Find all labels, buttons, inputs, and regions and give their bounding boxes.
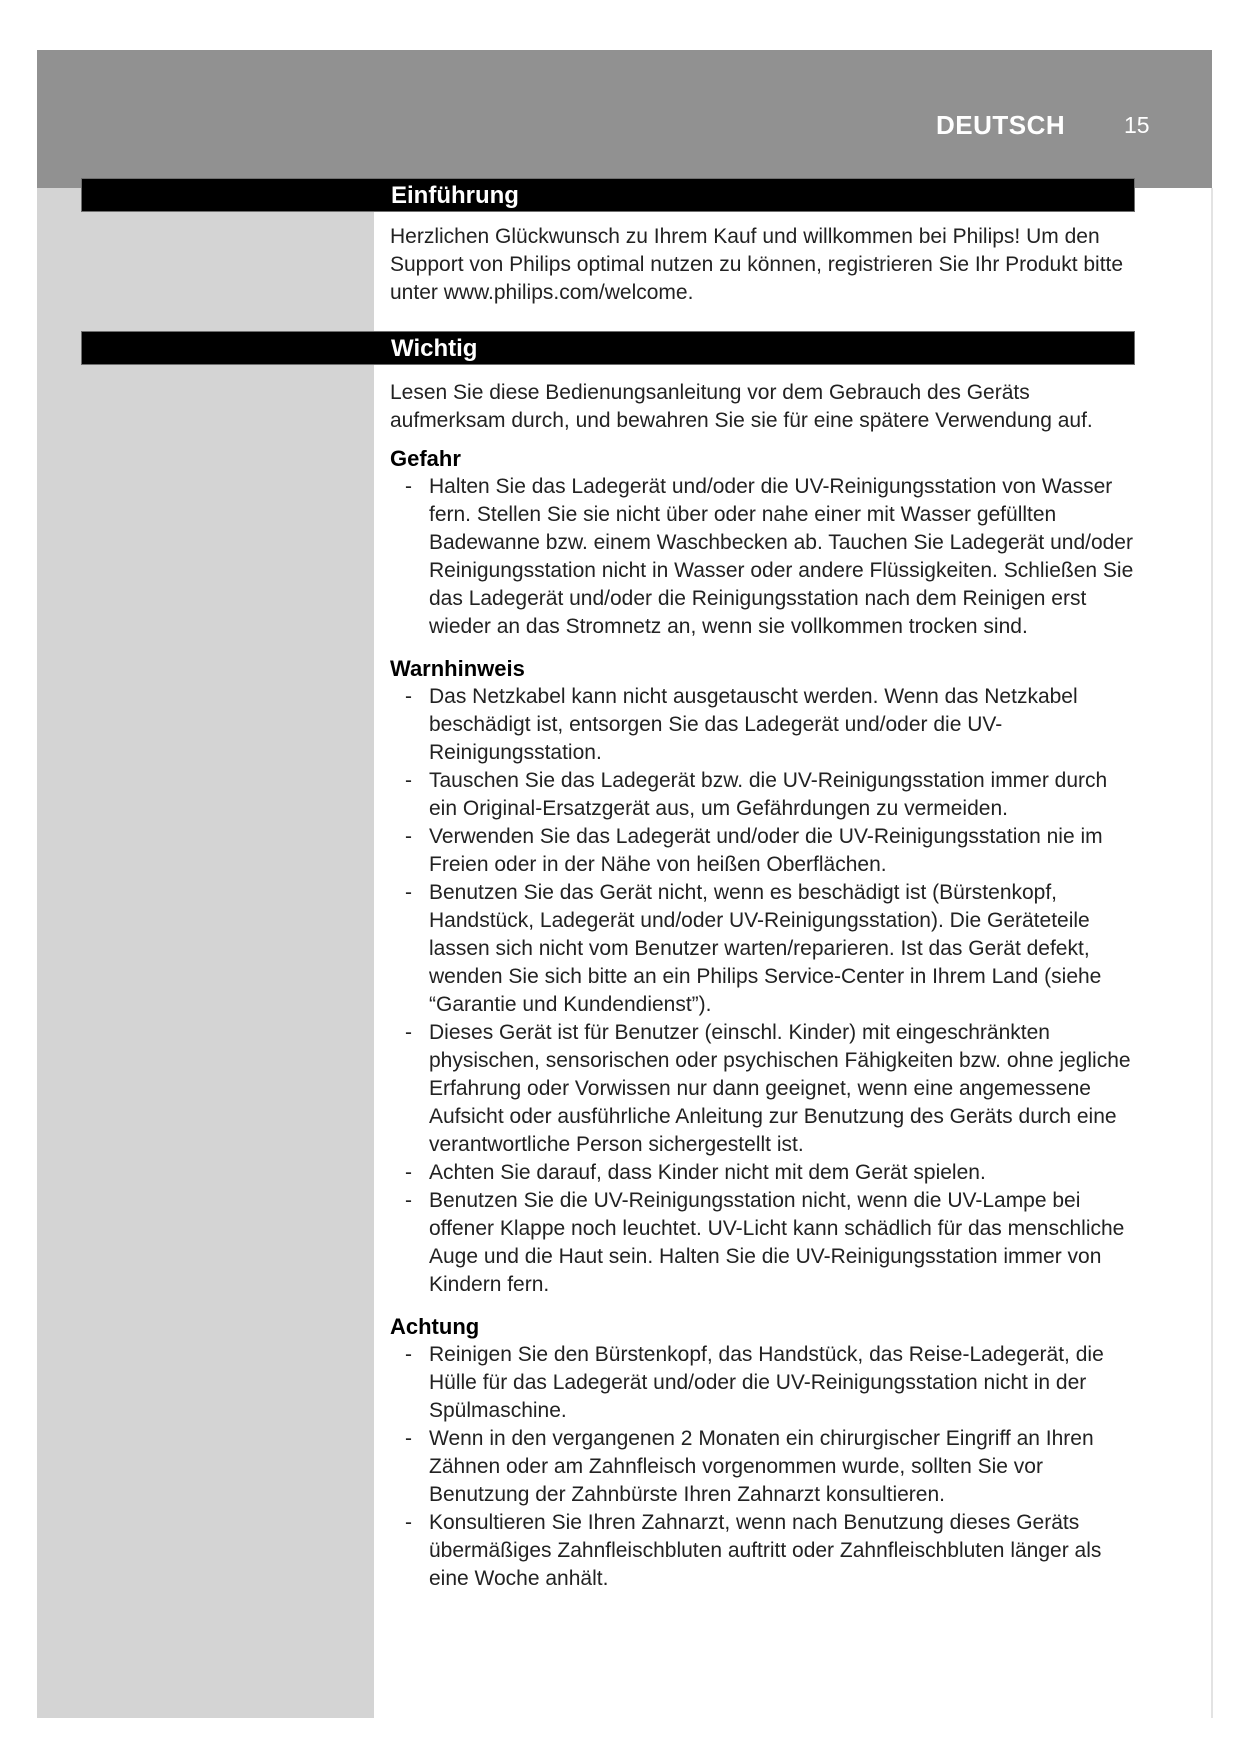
list-item: - Dieses Gerät ist für Benutzer (einschl. Kinder) mit eingeschränkten physischen, sensorischen oder psychischen Fähigkeiten bzw. ohne jegliche Erfahrung oder Vorwissen nur dann geeignet, wenn eine angemessene Aufsicht oder ausführliche Anleitung zur Benutzung des Geräts durch eine verantwortliche Person sichergestellt ist. — [405, 1021, 1131, 1156]
section-title: Wichtig — [391, 335, 478, 362]
wichtig-body — [390, 379, 1135, 1593]
section-bar-wichtig — [81, 331, 1135, 365]
left-margin-column — [37, 188, 374, 1718]
list-item: - Halten Sie das Ladegerät und/oder die UV-Reinigungsstation von Wasser fern. Stellen Sie sie nicht über oder nahe einer mit Wasser gefüllten Badewanne bzw. einem Waschbecken ab. Tauchen Sie Ladegerät und/oder Reinigungsstation nicht in Wasser oder andere Flüssigkeiten. Schließen Sie das Ladegerät und/oder die Reinigungsstation nach dem Reinigen erst wieder an das Stromnetz an, wenn sie vollkommen trocken sind. — [405, 475, 1134, 638]
list-item: - Achten Sie darauf, dass Kinder nicht mit dem Gerät spielen. — [390, 1159, 1135, 1187]
list-item: - Benutzen Sie die UV-Reinigungsstation nicht, wenn die UV-Lampe bei offener Klappe noch leuchtet. UV-Licht kann schädlich für das menschliche Auge und die Haut sein. Halten Sie die UV-Reinigungsstation immer von Kindern fern. — [405, 1189, 1125, 1296]
section-title: Einführung — [391, 182, 519, 209]
list-warnhinweis — [390, 683, 1135, 1299]
list-item: - Wenn in den vergangenen 2 Monaten ein chirurgischer Eingriff an Ihren Zähnen oder am Zahnfleisch vorgenommen wurde, sollten Sie vor Benutzung der Zahnbürste Ihren Zahnarzt konsultieren. — [405, 1427, 1094, 1506]
list-item: - Konsultieren Sie Ihren Zahnarzt, wenn nach Benutzung dieses Geräts übermäßiges Zahnfleischbluten auftritt oder Zahnfleischbluten länger als eine Woche anhält. — [405, 1511, 1102, 1590]
intro-paragraph: Herzlichen Glückwunsch zu Ihrem Kauf und willkommen bei Philips! Um den Support von Philips optimal nutzen zu können, registrieren Sie Ihr Produkt bitte unter www.philips.com/welcome. — [390, 225, 1124, 304]
bullet-marker: - — [405, 825, 412, 848]
right-edge-rule — [1211, 188, 1213, 1718]
list-item: - Verwenden Sie das Ladegerät und/oder die UV-Reinigungsstation nie im Freien oder in der Nähe von heißen Oberflächen. — [405, 825, 1103, 876]
list-item: - Das Netzkabel kann nicht ausgetauscht werden. Wenn das Netzkabel beschädigt ist, entsorgen Sie das Ladegerät und/oder die UV-Reinigungsstation. — [405, 685, 1078, 764]
list-gefahr — [390, 473, 1135, 641]
einfuehrung-body — [390, 223, 1135, 307]
bullet-marker: - — [405, 1161, 412, 1184]
bullet-marker: - — [405, 1427, 412, 1450]
bullet-marker: - — [405, 685, 412, 708]
bullet-marker: - — [405, 769, 412, 792]
list-item: - Reinigen Sie den Bürstenkopf, das Handstück, das Reise-Ladegerät, die Hülle für das Ladegerät und/oder die UV-Reinigungsstation nicht in der Spülmaschine. — [405, 1343, 1104, 1422]
bullet-marker: - — [405, 1189, 412, 1212]
list-item: - Benutzen Sie das Gerät nicht, wenn es beschädigt ist (Bürstenkopf, Handstück, Ladegerät und/oder UV-Reinigungsstation). Die Geräteteile lassen sich nicht vom Benutzer warten/reparieren. Ist das Gerät defekt, wenden Sie sich bitte an ein Philips Service-Center in Ihrem Land (siehe “Garantie und Kundendienst”). — [405, 881, 1102, 1016]
wichtig-paragraph: Lesen Sie diese Bedienungsanleitung vor dem Gebrauch des Geräts aufmerksam durch, und bewahren Sie sie für eine spätere Verwendung auf. — [390, 381, 1093, 432]
language-label: DEUTSCH — [936, 110, 1066, 140]
page-number: 15 — [1124, 112, 1150, 138]
bullet-marker: - — [405, 475, 412, 498]
bullet-marker: - — [405, 881, 412, 904]
subheading-warnhinweis: Warnhinweis — [390, 656, 525, 681]
bullet-marker: - — [405, 1343, 412, 1366]
bullet-marker: - — [405, 1021, 412, 1044]
subheading-achtung: Achtung — [390, 1314, 480, 1339]
subheading-gefahr: Gefahr — [390, 446, 461, 471]
bullet-marker: - — [405, 1511, 412, 1534]
list-achtung — [390, 1341, 1135, 1593]
list-item: - Tauschen Sie das Ladegerät bzw. die UV-Reinigungsstation immer durch ein Original-Ersatzgerät aus, um Gefährdungen zu vermeiden. — [405, 769, 1108, 820]
section-bar-einfuehrung — [81, 178, 1135, 212]
